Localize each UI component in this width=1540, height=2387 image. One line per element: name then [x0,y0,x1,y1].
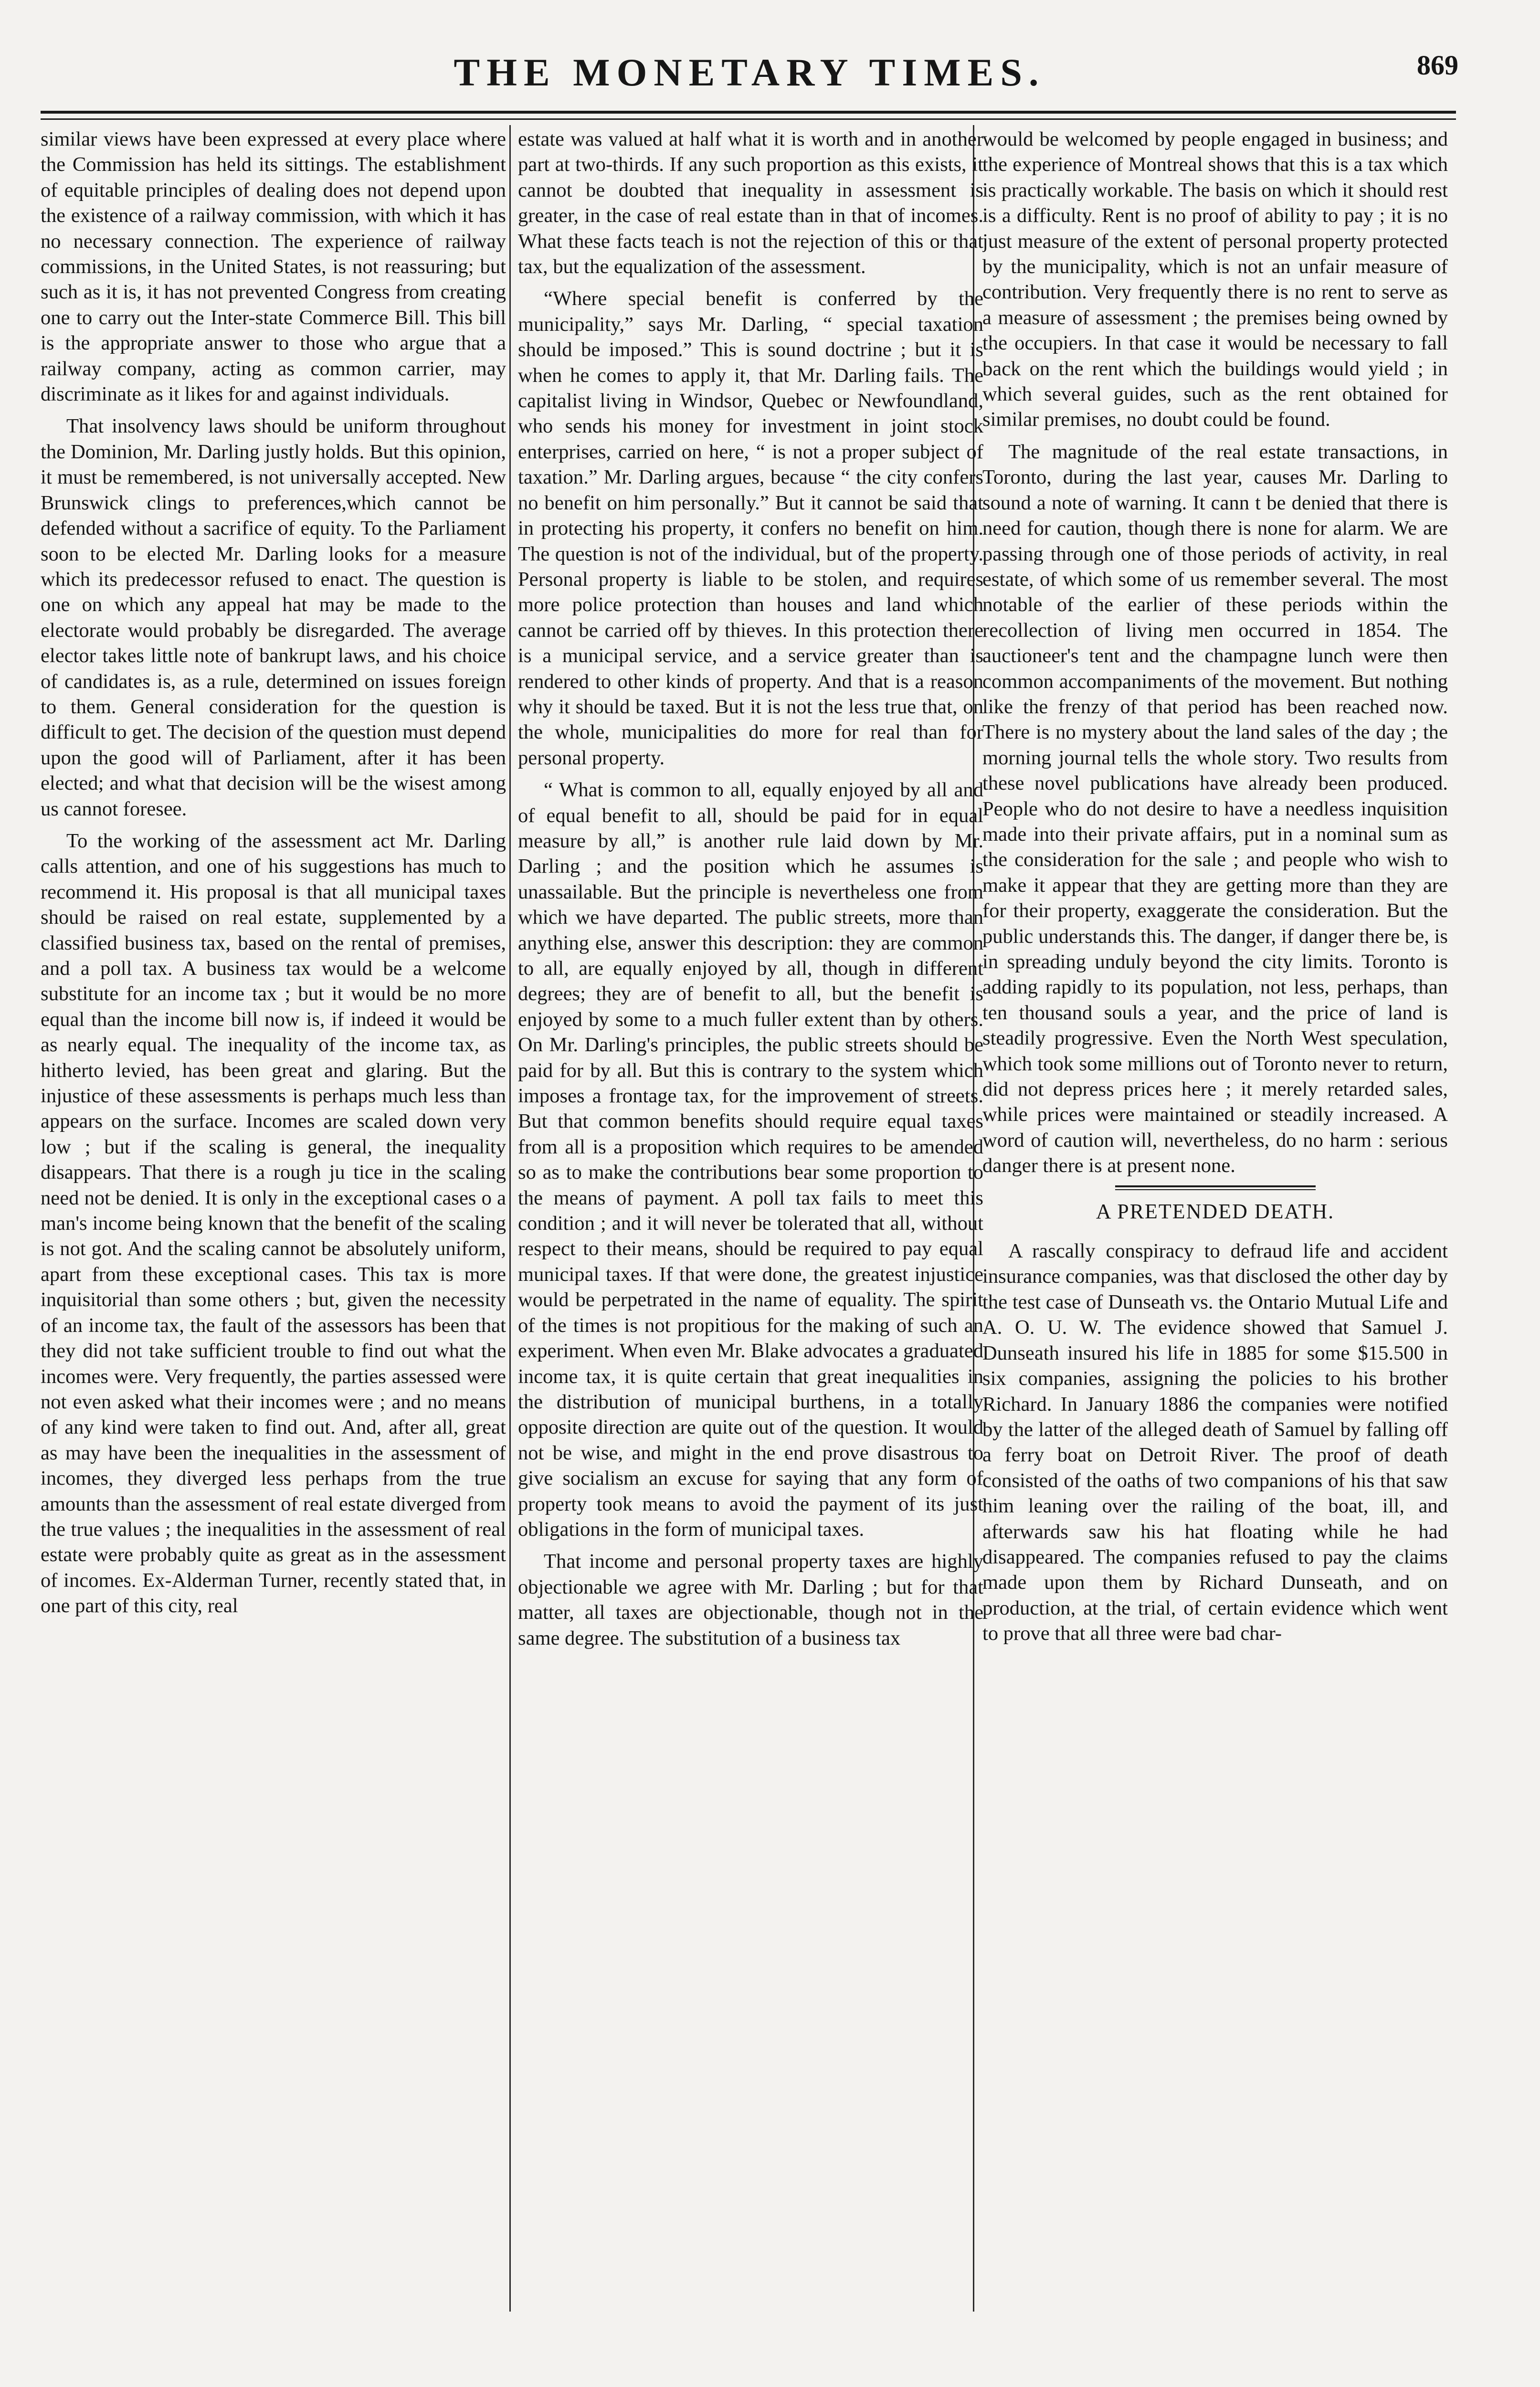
paragraph: That income and personal property taxes are highly objectionable we agree with Mr. Darling ; but for that matter, all taxes are objectionable, though not in the same degree. The substitution of a business tax [518,1550,983,1649]
header-rule-thick [41,111,1456,114]
column-2 [518,127,983,2334]
paragraph: “Where special benefit is conferred by the municipality,” says Mr. Darling, “ special taxation should be imposed.” This is sound doctrine ; but it is when he comes to apply it, that Mr. Darling fails. The capitalist living in Windsor, Quebec or Newfoundland, who sends his money for investment in joint stock enterprises, carried on here, “ is not a proper subject of taxation.” Mr. Darling argues, because “ the city confers no benefit on him personally.” But it cannot be said that in protecting his property, it confers no benefit on him. The question is not of the individual, but of the property. Personal property is liable to be stolen, and requires more police protection than houses and land which cannot be carried off by thieves. In this protection there is a municipal service, and a service greater than is rendered to other kinds of property. And that is a reason why it should be taxed. But it is not the less true that, on the whole, municipalities do more for real than for personal property. [518,287,983,769]
article-heading: A PRETENDED DEATH. [1096,1199,1335,1223]
paragraph: would be welcomed by people engaged in business; and the experience of Montreal shows that this is a tax which is practically workable. The basis on which it should rest is a difficulty. Rent is no proof of ability to pay ; it is no just measure of the extent of personal property protected by the municipality, which is not an unfair measure of contribution. Very frequently there is no rent to serve as a measure of assessment ; the premises being owned by the occupiers. In that case it would be necessary to fall back on the rent which the buildings would yield ; in which several guides, such as the rent obtained for similar premises, no doubt could be found. [982,128,1448,431]
publication-title: THE MONETARY TIMES. [454,51,1045,94]
column-divider-1 [509,125,511,2312]
masthead [41,45,1458,103]
paragraph: A rascally conspiracy to defraud life and accident insurance companies, was that disclosed the other day by the test case of Dunseath vs. the Ontario Mutual Life and A. O. U. W. The evidence showed that Samuel J. Dunseath insured his life in 1885 for some $15.500 in six companies, assigning the policies to his brother Richard. In January 1886 the companies were notified by the latter of the alleged death of Samuel by falling off a ferry boat on Detroit River. The proof of death consisted of the oaths of two companions of his that saw him leaning over the railing of the boat, ill, and afterwards saw his hat floating while he had disappeared. The companies refused to pay the claims made upon them by Richard Dunseath, and on production, at the trial, of certain evidence which went to prove that all three were bad char- [982,1240,1448,1645]
column-1 [41,127,506,2334]
paragraph: estate was valued at half what it is worth and in another part at two-thirds. If any such proportion as this exists, it cannot be doubted that inequality in assessment is greater, in the case of real estate than in that of incomes. What these facts teach is not the rejection of this or that tax, but the equalization of the assessment. [518,128,983,278]
paragraph: The magnitude of the real estate transactions, in Toronto, during the last year, causes Mr. Darling to sound a note of warning. It cann t be denied that there is need for caution, though there is none for alarm. We are passing through one of those periods of activity, in real estate, of which some of us remember several. The most notable of the earlier of these periods within the recollection of living men occurred in 1854. The auctioneer's tent and the champagne lunch were then common accompaniments of the movement. But nothing like the frenzy of that period has been reached now. There is no mystery about the land sales of the day ; the morning journal tells the whole story. Two results from these novel publications have already been produced. People who do not desire to have a needless inquisition made into their private affairs, put in a nominal sum as the consideration for the sale ; and people who wish to make it appear that they are getting more than they are for their property, exaggerate the consideration. But the public understands this. The danger, if danger there be, is in spreading unduly beyond the city limits. Toronto is adding rapidly to its population, not less, perhaps, than ten thousand souls a year, and the price of land is steadily progressive. Even the North West speculation, which took some millions out of Toronto never to return, did not depress prices here ; it merely retarded sales, while prices were maintained or steadily increased. A word of caution will, nevertheless, do no harm : serious danger there is at present none. [982,440,1448,1177]
paragraph: “ What is common to all, equally enjoyed by all and of equal benefit to all, should be paid for in equal measure by all,” is another rule laid down by Mr. Darling ; and the position which he assumes is unassailable. But the principle is nevertheless one from which we have departed. The public streets, more than anything else, answer this description: they are common to all, are equally enjoyed by all, though in different degrees; they are of benefit to all, but the benefit is enjoyed by some to a much fuller extent than by others. On Mr. Darling's principles, the public streets should be paid for by all. But this is contrary to the system which imposes a frontage tax, for the improvement of streets. But that common benefits should require equal taxes from all is a proposition which requires to be amended so as to make the contributions bear some proportion to the means of payment. A poll tax fails to meet this condition ; and it will never be tolerated that all, without respect to their means, should be required to pay equal municipal taxes. If that were done, the greatest injustice would be perpetrated in the name of equality. The spirit of the times is not propitious for the making of such an experiment. When even Mr. Blake advocates a graduated income tax, it is quite certain that great inequalities in the distribution of municipal burthens, in a totally opposite direction are quite out of the question. It would not be wise, and might in the end prove disastrous to give socialism an excuse for saying that any form of property took means to avoid the payment of its just obligations in the form of municipal taxes. [518,779,983,1541]
article-divider [1115,1185,1316,1190]
paragraph: To the working of the assessment act Mr. Darling calls attention, and one of his suggestions has much to recommend it. His proposal is that all municipal taxes should be raised on real estate, supplemented by a classified business tax, based on the rental of premises, and a poll tax. A business tax would be a welcome substitute for an income tax ; but it would be no more equal than the income bill now is, if indeed it would be as nearly equal. The inequality of the income tax, as hitherto levied, has been great and glaring. But the injustice of these assessments is perhaps much less than appears on the surface. Incomes are scaled down very low ; but if the scaling is general, the inequality disappears. That there is a rough ju tice in the scaling need not be denied. It is only in the exceptional cases o a man's income being known that the benefit of the scaling is not got. And the scaling cannot be absolutely uniform, apart from these exceptional cases. This tax is more inquisitorial than some others ; but, given the necessity of an income tax, the fault of the assessors has been that they did not take sufficient trouble to find out what the incomes were. Very frequently, the parties assessed were not even asked what their incomes were ; and no means of any kind were taken to find out. And, after all, great as may have been the inequalities in the assessment of incomes, they diverged less perhaps from the true amounts than the assessment of real estate diverged from the true values ; the inequalities in the assessment of real estate were probably quite as great as in the assessment of incomes. Ex-Alderman Turner, recently stated that, in one part of this city, real [41,829,506,1617]
paragraph: That insolvency laws should be uniform throughout the Dominion, Mr. Darling justly holds. But this opinion, it must be remembered, is not universally accepted. New Brunswick clings to preferences,which cannot be defended without a sacrifice of equity. To the Parliament soon to be elected Mr. Darling looks for a measure which its predecessor refused to enact. The question is one on which any appeal hat may be made to the electorate would probably be disregarded. The average elector takes little note of bankrupt laws, and his choice of candidates is, as a rule, determined on issues foreign to them. General consideration for the question is difficult to get. The decision of the question must depend upon the good will of Parliament, after it has been elected; and what that decision will be the wisest among us cannot foresee. [41,415,506,820]
paragraph: similar views have been expressed at every place where the Commission has held its sittings. The establishment of equitable principles of dealing does not depend upon the existence of a railway commission, with which it has no necessary connection. The experience of railway commissions, in the United States, is not reassuring; but such as it is, it has not prevented Congress from creating one to carry out the Inter-state Commerce Bill. This bill is the appropriate answer to those who argue that a railway company, acting as common carrier, may discriminate as it likes for and against individuals. [41,128,506,406]
page-number: 869 [1417,50,1458,81]
header-rule-thin [41,118,1456,120]
column-3 [982,127,1448,2334]
